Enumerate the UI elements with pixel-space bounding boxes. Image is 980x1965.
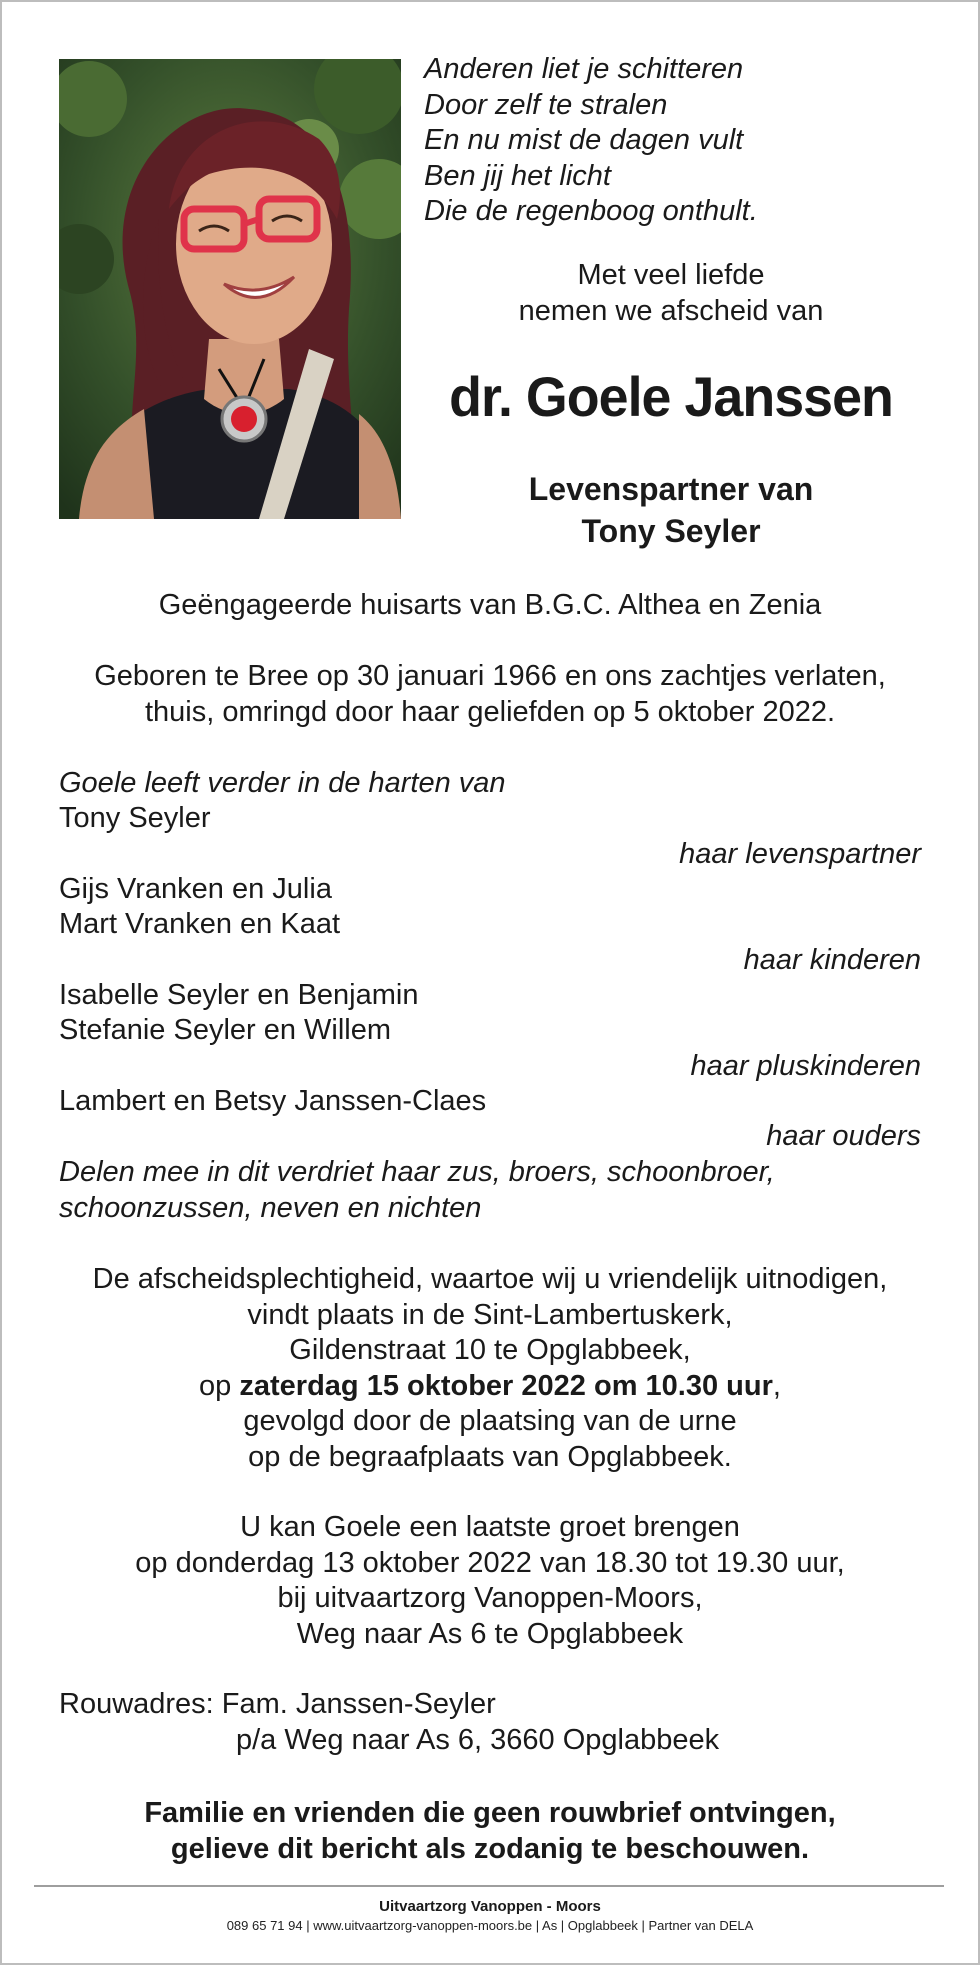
partner-label: Levenspartner van <box>528 471 814 507</box>
shared-grief-line: schoonzussen, neven en nichten <box>59 1191 482 1224</box>
portrait-photo <box>59 59 401 519</box>
ceremony-date: zaterdag 15 oktober 2022 om 10.30 uur <box>239 1369 773 1402</box>
closing-line: Familie en vrienden die geen rouwbrief ontvingen, <box>144 1797 836 1829</box>
visitation-line: Weg naar As 6 te Opglabbeek <box>296 1617 684 1650</box>
funeral-home-contact: 089 65 71 94 | www.uitvaartzorg-vanoppen-moors.be | As | Opglabbeek | Partner van DELA <box>226 1918 754 1933</box>
ceremony-date-suffix: , <box>772 1369 781 1402</box>
closing-notice <box>59 1795 921 1867</box>
visitation-line: bij uitvaartzorg Vanoppen-Moors, <box>277 1582 703 1614</box>
visitation-text <box>59 1510 921 1652</box>
partner-block <box>424 468 918 552</box>
intro-line: Met veel liefde <box>577 259 765 291</box>
ceremony-line: gevolgd door de plaatsing van de urne <box>243 1405 737 1437</box>
mourner-relation: haar ouders <box>766 1120 921 1152</box>
mourner-name: Lambert en Betsy Janssen-Claes <box>59 1085 487 1117</box>
footer-divider <box>34 1885 944 1887</box>
mourner-relation: haar pluskinderen <box>690 1050 921 1082</box>
funeral-home-name: Uitvaartzorg Vanoppen - Moors <box>379 1898 601 1915</box>
partner-name: Tony Seyler <box>581 513 761 549</box>
mourners-intro: Goele leeft verder in de harten van <box>59 767 506 799</box>
mourner-name: Isabelle Seyler en Benjamin <box>59 979 419 1011</box>
poem-line: Anderen liet je schitteren <box>424 53 744 85</box>
ceremony-line: vindt plaats in de Sint-Lambertuskerk, <box>247 1298 733 1331</box>
poem-line: Ben jij het licht <box>424 159 611 192</box>
visitation-line: U kan Goele een laatste groet brengen <box>240 1511 740 1543</box>
poem-line: En nu mist de dagen vult <box>424 124 744 156</box>
address-line: Rouwadres: Fam. Janssen-Seyler <box>59 1688 496 1720</box>
ceremony-line: Gildenstraat 10 te Opglabbeek, <box>289 1334 691 1366</box>
intro-text <box>424 258 918 329</box>
birth-death-line: Geboren te Bree op 30 januari 1966 en ons zachtjes verlaten, <box>94 660 886 692</box>
deceased-name: dr. Goele Janssen <box>449 365 893 428</box>
mourner-name: Tony Seyler <box>59 802 211 834</box>
visitation-line: op donderdag 13 oktober 2022 van 18.30 tot 19.30 uur, <box>135 1546 845 1579</box>
ceremony-line: De afscheidsplechtigheid, waartoe wij u vriendelijk uitnodigen, <box>92 1263 888 1295</box>
ceremony-text <box>59 1262 921 1475</box>
poem-line: Die de regenboog onthult. <box>424 195 758 227</box>
ceremony-date-line <box>59 1369 921 1405</box>
address-line: p/a Weg naar As 6, 3660 Opglabbeek <box>236 1723 720 1756</box>
poem <box>424 52 944 230</box>
shared-grief-line: Delen mee in dit verdriet haar zus, broers, schoonbroer, <box>59 1156 775 1188</box>
mourner-name: Stefanie Seyler en Willem <box>59 1014 392 1046</box>
shared-grief-text <box>59 1155 921 1226</box>
poem-line: Door zelf te stralen <box>424 88 668 121</box>
birth-death-line: thuis, omringd door haar geliefden op 5 oktober 2022. <box>144 695 836 728</box>
mourner-name: Mart Vranken en Kaat <box>59 908 341 940</box>
profession-text: Geëngageerde huisarts van B.G.C. Althea en Zenia <box>158 589 822 621</box>
closing-line: gelieve dit bericht als zodanig te beschouwen. <box>170 1833 810 1865</box>
mourner-name: Gijs Vranken en Julia <box>59 873 332 905</box>
intro-line: nemen we afscheid van <box>518 294 824 327</box>
mourning-address <box>59 1687 921 1758</box>
ceremony-date-prefix: op <box>199 1369 240 1402</box>
birth-death-text <box>59 659 921 730</box>
mourner-relation: haar levenspartner <box>679 838 921 870</box>
ceremony-line: op de begraafplaats van Opglabbeek. <box>248 1440 732 1473</box>
mourner-relation: haar kinderen <box>743 944 921 976</box>
